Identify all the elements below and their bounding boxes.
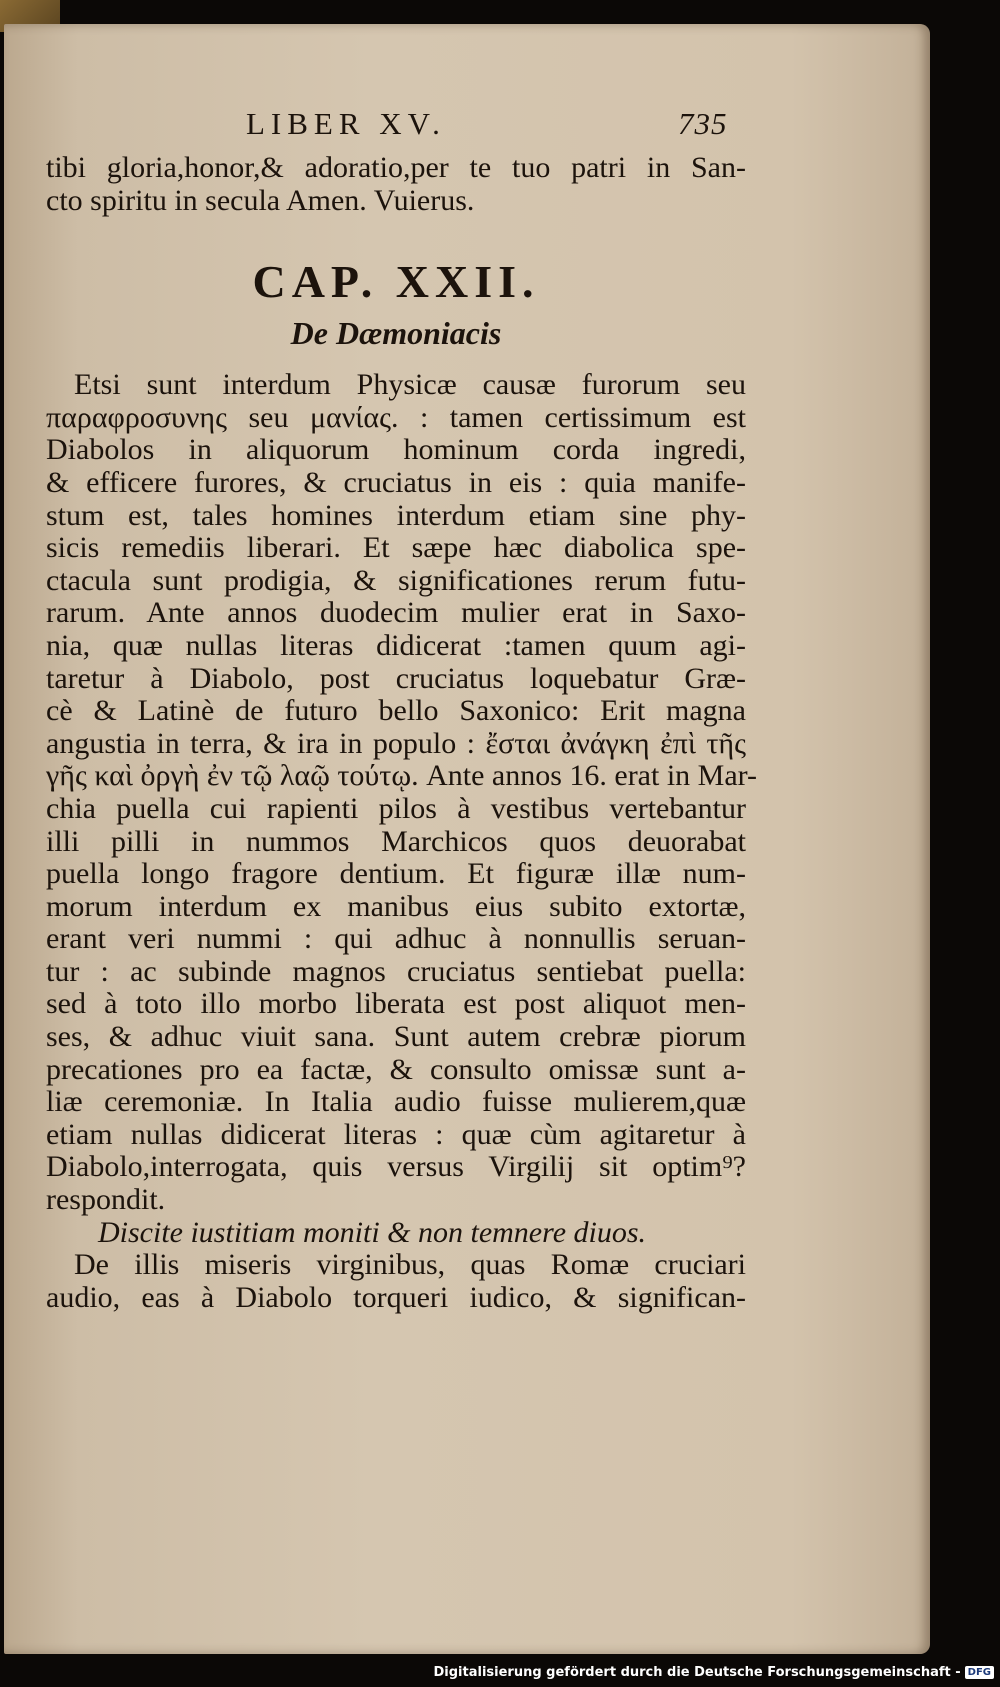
text-block bbox=[46, 106, 758, 1314]
credit-text: Digitalisierung gefördert durch die Deutsche Forschungsgemeinschaft - bbox=[433, 1664, 961, 1680]
text-line: γῆς καὶ ὀργὴ ἐν τῷ λαῷ τούτῳ. Ante annos 16. erat in Mar- bbox=[46, 759, 758, 793]
dfg-logo: DFG bbox=[965, 1666, 994, 1679]
text-line: παραφροσυνης seu μανίας. : tamen certissimum est bbox=[46, 400, 746, 434]
text-line: ctacula sunt prodigia, & significationes rerum futu- bbox=[46, 563, 746, 597]
body-paragraph bbox=[46, 368, 758, 1217]
text-line: Diabolos in aliquorum hominum corda ingredi, bbox=[46, 433, 746, 467]
text-line: Etsi sunt interdum Physicæ causæ furorum seu bbox=[74, 368, 746, 402]
text-line: ses, & adhuc viuit sana. Sunt autem crebræ piorum bbox=[46, 1020, 746, 1054]
text-line: audio, eas à Diabolo torqueri iudico, & significan- bbox=[46, 1280, 746, 1314]
text-line: erant veri nummi : qui adhuc à nonnullis seruan- bbox=[46, 922, 746, 956]
digitization-credit bbox=[434, 1661, 995, 1683]
book-page bbox=[4, 24, 930, 1654]
text-line: nia, quæ nullas literas didicerat :tamen quum agi- bbox=[46, 628, 746, 662]
text-line: rarum. Ante annos duodecim mulier erat in Saxo- bbox=[46, 596, 746, 630]
text-line: etiam nullas didicerat literas : quæ cùm agitaretur à bbox=[46, 1117, 746, 1151]
text-line: tibi gloria,honor,& adoratio,per te tuo patri in San- bbox=[46, 151, 746, 184]
text-line: stum est, tales homines interdum etiam sine phy- bbox=[46, 498, 746, 532]
text-line: De illis miseris virginibus, quas Romæ cruciari bbox=[74, 1248, 746, 1282]
text-line: chia puella cui rapienti pilos à vestibus vertebantur bbox=[46, 791, 746, 825]
intro-paragraph bbox=[46, 152, 746, 217]
text-line: taretur à Diabolo, post cruciatus loquebatur Græ- bbox=[46, 661, 746, 695]
running-head-title: LIBER XV. bbox=[246, 106, 446, 141]
text-line: & efficere furores, & cruciatus in eis : quia manife- bbox=[46, 465, 746, 499]
text-line: illi pilli in nummos Marchicos quos deuorabat bbox=[46, 824, 746, 858]
running-head bbox=[46, 108, 746, 152]
verse-quotation: Discite iustitiam moniti & non temnere diuos. bbox=[98, 1215, 647, 1249]
page-number: 735 bbox=[678, 106, 728, 141]
text-line: cè & Latinè de futuro bello Saxonico: Erit magna bbox=[46, 694, 746, 728]
text-line: tur : ac subinde magnos cruciatus sentiebat puella: bbox=[46, 954, 746, 988]
text-line: angustia in terra, & ira in populo : ἔσται ἀνάγκη ἐπὶ τῆς bbox=[46, 726, 746, 760]
text-line: liæ ceremoniæ. In Italia audio fuisse mulierem,quæ bbox=[46, 1085, 746, 1119]
text-line: sed à toto illo morbo liberata est post aliquot men- bbox=[46, 987, 746, 1021]
text-line: morum interdum ex manibus eius subito extortæ, bbox=[46, 889, 746, 923]
chapter-heading: CAP. XXII. bbox=[252, 256, 540, 308]
text-line: cto spiritu in secula Amen. Vuierus. bbox=[46, 183, 475, 217]
text-line: Diabolo,interrogata, quis versus Virgilij sit optim⁹? bbox=[46, 1150, 746, 1184]
text-line: respondit. bbox=[46, 1183, 166, 1217]
closing-paragraph bbox=[46, 1249, 746, 1314]
chapter-subtitle: De Dæmoniacis bbox=[290, 315, 502, 352]
text-line: puella longo fragore dentium. Et figuræ illæ num- bbox=[46, 857, 746, 891]
text-line: sicis remediis liberari. Et sæpe hæc diabolica spe- bbox=[46, 531, 746, 565]
text-line: precationes pro ea factæ, & consulto omissæ sunt a- bbox=[46, 1052, 746, 1086]
